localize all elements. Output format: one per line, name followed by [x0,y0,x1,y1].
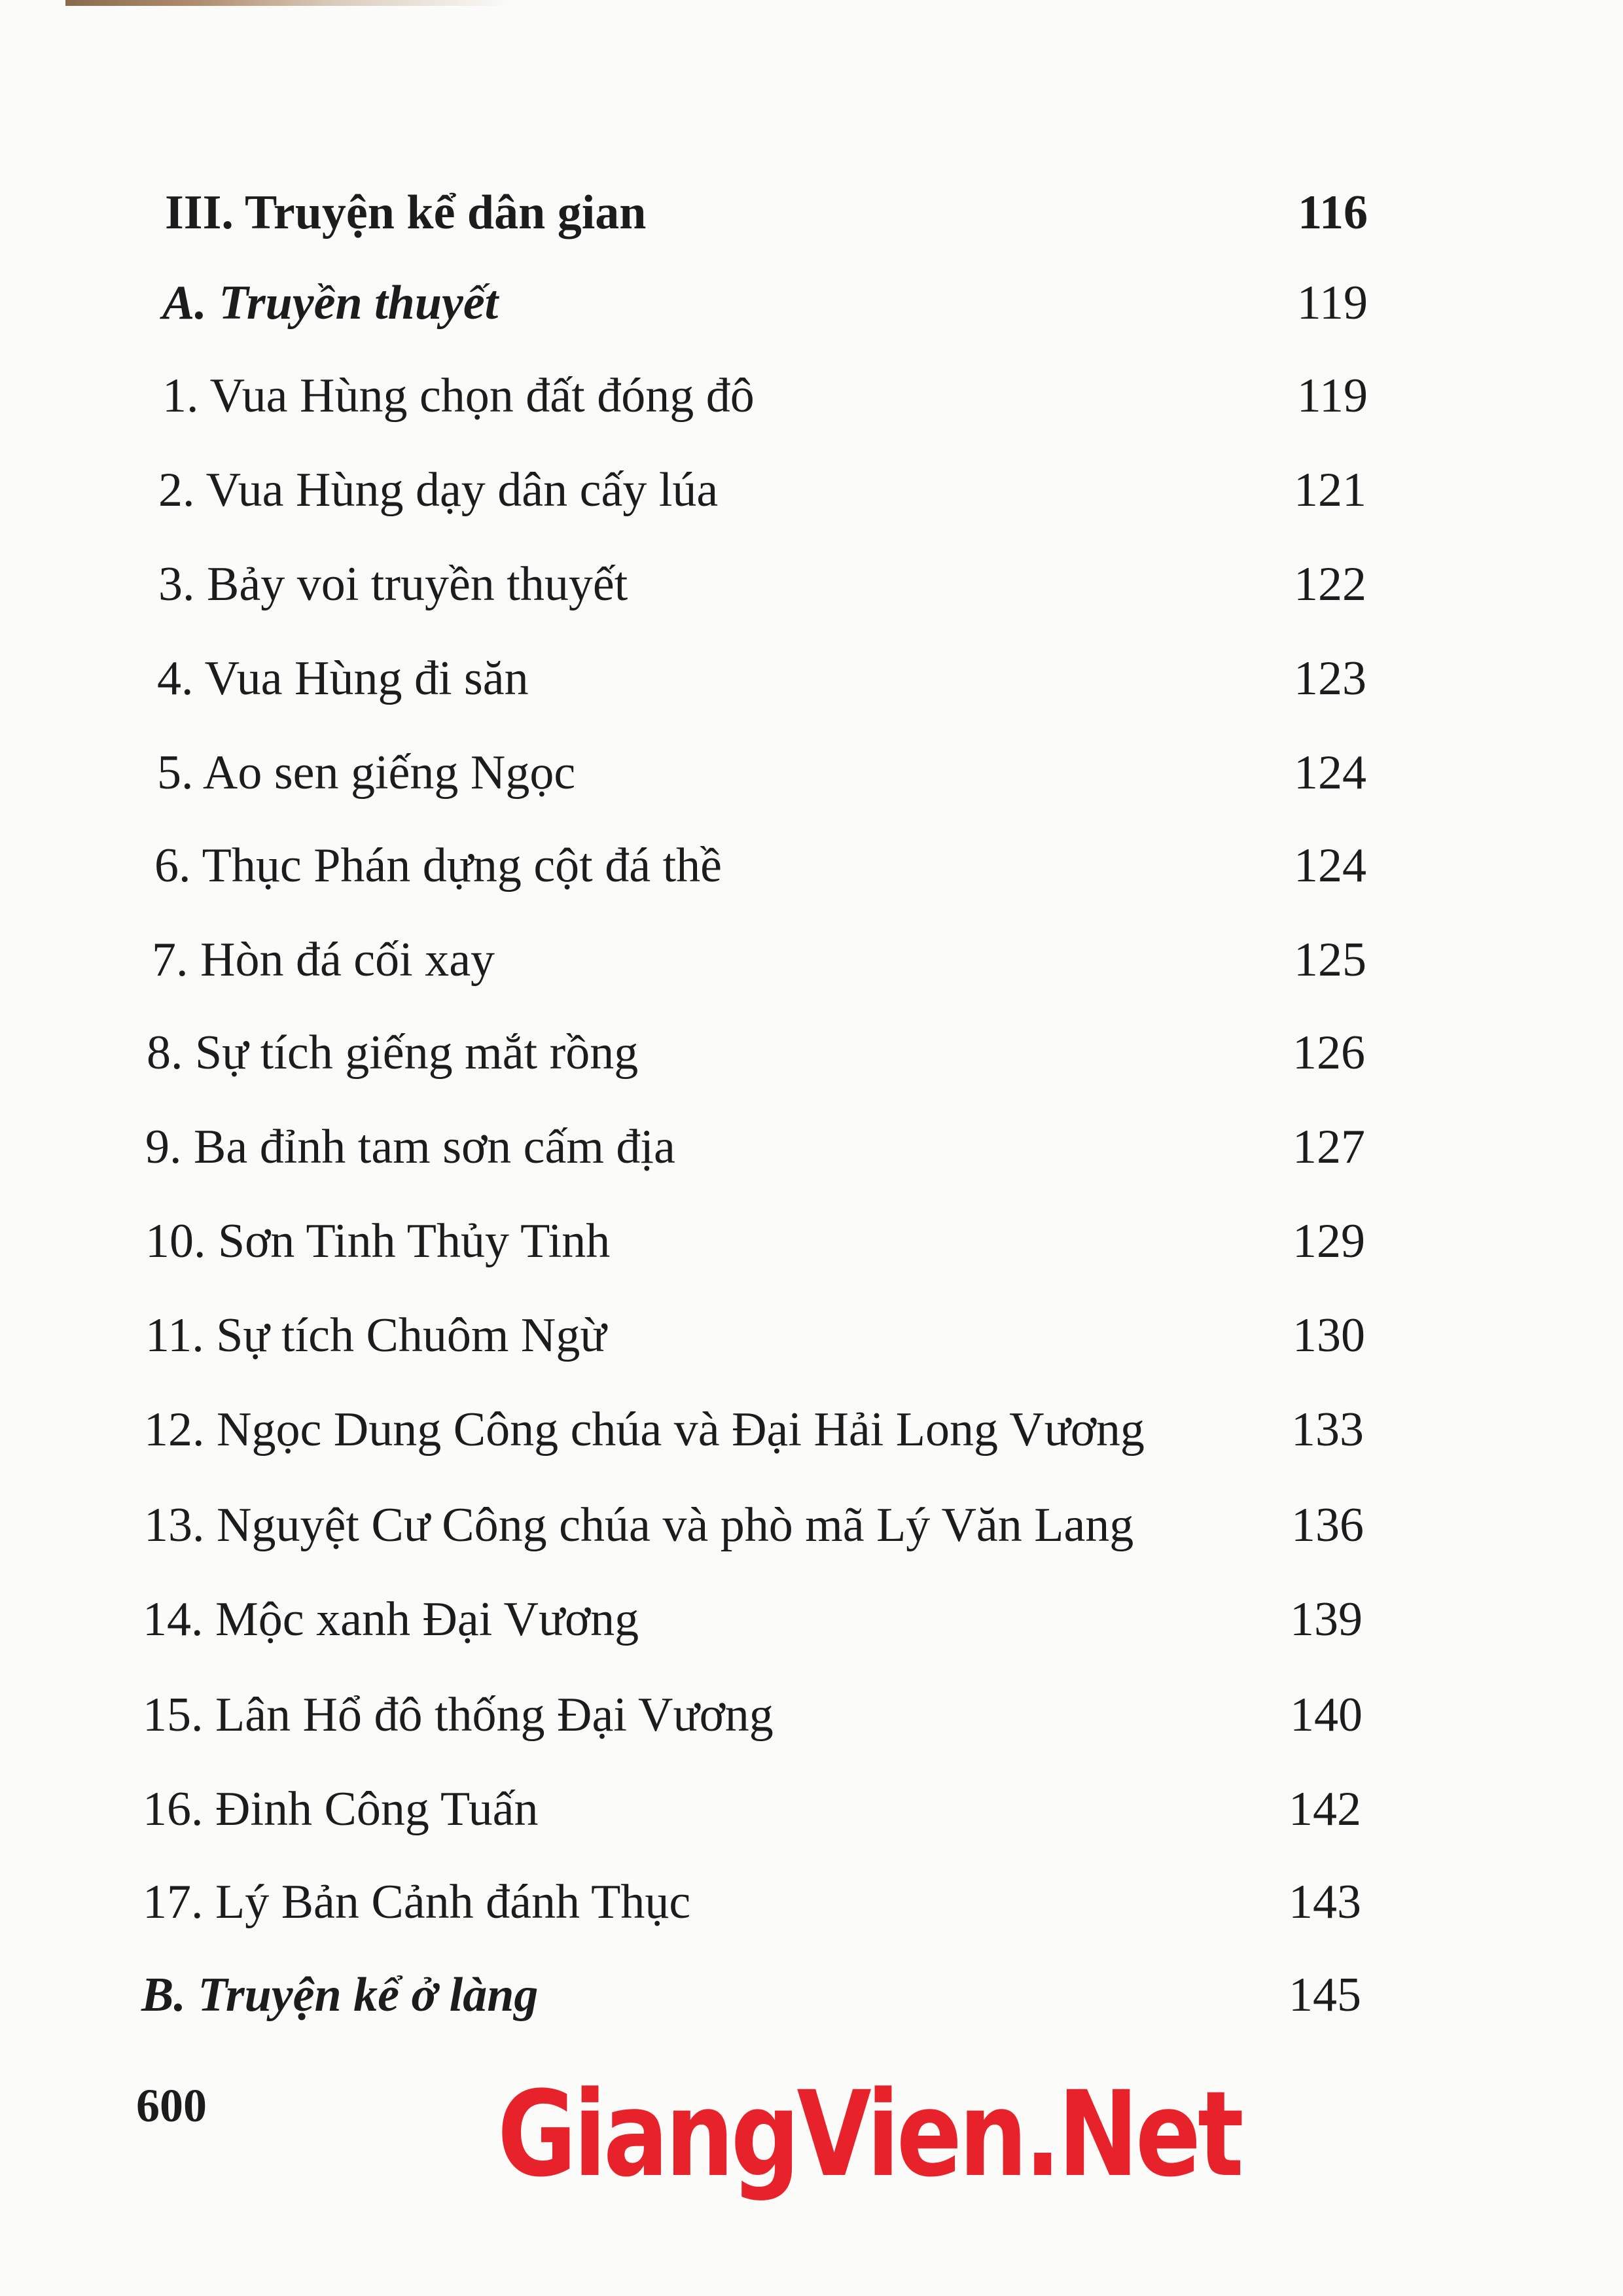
toc-entry [0,1394,1623,1466]
toc-entry-page: 127 [1293,1120,1365,1174]
toc-entry-title: 2. Vua Hùng dạy dân cấy lúa [158,463,719,517]
toc-entry-title: 17. Lý Bản Cảnh đánh Thục [143,1875,691,1929]
toc-entry [0,454,1623,526]
toc-entry-title: 6. Thục Phán dựng cột đá thề [154,839,722,892]
toc-entry-title: 5. Ao sen giếng Ngọc [157,746,576,800]
toc-entry-page: 136 [1291,1498,1364,1552]
toc-entry [0,1111,1623,1183]
toc-entry [0,360,1623,432]
toc-entry-title: 8. Sự tích giếng mắt rồng [147,1026,639,1080]
toc-entry-page: 124 [1294,746,1366,800]
toc-entry-title: 7. Hòn đá cối xay [152,933,495,987]
toc-entry [0,643,1623,715]
toc-entry-page: 130 [1293,1309,1365,1362]
toc-entry-page: 123 [1294,652,1366,705]
toc-entry-page: 143 [1289,1875,1361,1929]
toc-entry [0,1583,1623,1655]
toc-entry [0,830,1623,902]
toc-entry [0,924,1623,996]
toc-entry-title: III. Truyện kể dân gian [165,186,647,239]
page-number: 600 [136,2079,207,2132]
toc-entry-page: 124 [1294,839,1366,892]
toc-entry-page: 121 [1294,463,1366,517]
toc-entry-page: 119 [1296,369,1368,423]
toc-entry [0,1299,1623,1371]
toc-entry-title: 10. Sơn Tinh Thủy Tinh [145,1214,611,1268]
toc-entry-page: 129 [1293,1214,1365,1268]
toc-entry [0,1773,1623,1845]
toc-entry-title: 15. Lân Hổ đô thống Đại Vương [143,1688,774,1742]
toc-entry-title: 3. Bảy voi truyền thuyết [158,557,628,611]
toc-entry-title: 1. Vua Hùng chọn đất đóng đô [162,369,755,423]
toc-entry-page: 122 [1294,557,1366,611]
watermark: GiangVien.Net [497,2066,1241,2203]
toc-entry [0,1489,1623,1561]
toc-entry [0,177,1623,249]
toc-entry [0,1205,1623,1277]
toc-entry-page: 145 [1289,1968,1361,2022]
toc-entry-title: 13. Nguyệt Cư Công chúa và phò mã Lý Văn Lang [144,1498,1134,1552]
toc-entry-page: 126 [1293,1026,1365,1080]
toc-entry [0,1959,1623,2031]
toc-entry-title: 14. Mộc xanh Đại Vương [143,1593,639,1646]
toc-entry-title: B. Truyện kể ở làng [141,1968,539,2022]
toc-entry [0,267,1623,339]
toc-entry-page: 139 [1290,1593,1363,1646]
toc-entry [0,548,1623,620]
toc-entry-page: 119 [1296,276,1368,330]
toc-entry-title: A. Truyền thuyết [162,276,499,330]
toc-entry-page: 125 [1294,933,1366,987]
toc-entry-title: 16. Đinh Công Tuấn [143,1782,539,1836]
toc-entry-title: 4. Vua Hùng đi săn [157,652,529,705]
toc-entry-page: 133 [1291,1403,1364,1457]
toc-entry-page: 140 [1290,1688,1363,1742]
toc-entry [0,1866,1623,1938]
toc-entry [0,1017,1623,1089]
toc-entry-title: 9. Ba đỉnh tam sơn cấm địa [145,1120,675,1174]
toc-entry [0,737,1623,809]
toc-entry-title: 12. Ngọc Dung Công chúa và Đại Hải Long Vương [144,1403,1145,1457]
toc-entry-title: 11. Sự tích Chuôm Ngừ [145,1309,607,1362]
toc-entry-page: 116 [1298,186,1368,239]
toc-entry [0,1679,1623,1751]
toc-entry-page: 142 [1289,1782,1361,1836]
